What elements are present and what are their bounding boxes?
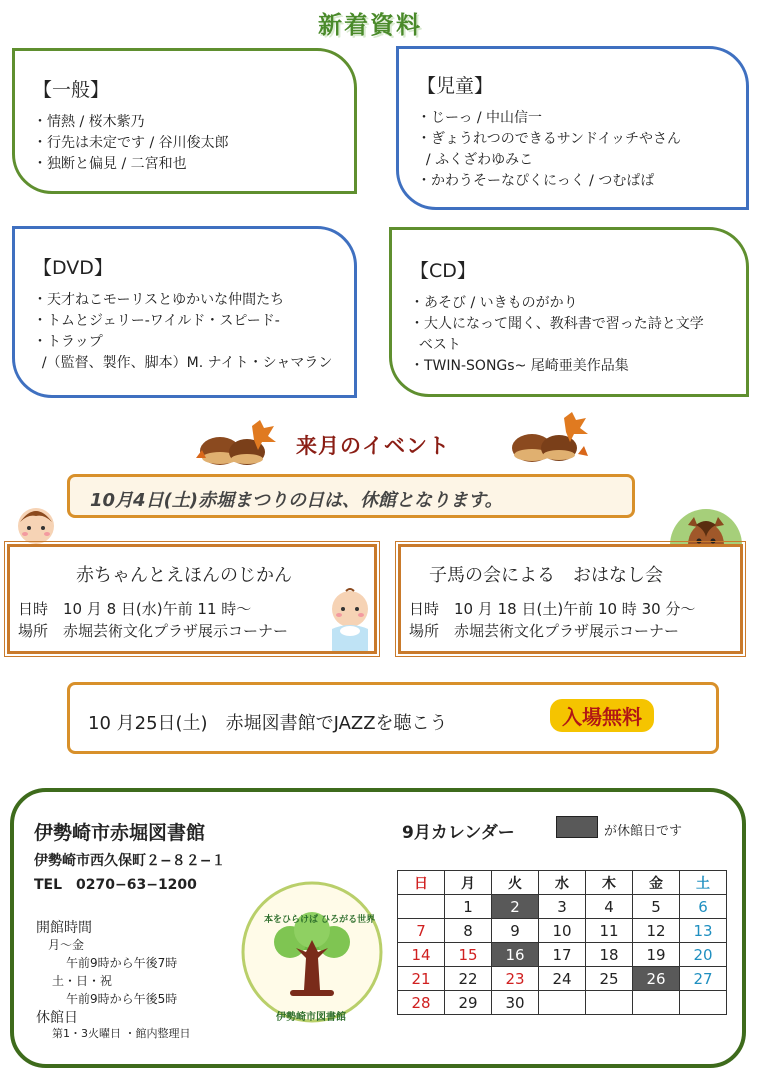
- box-title: 【一般】: [33, 79, 110, 101]
- box-dvd: [12, 226, 357, 398]
- calendar-day: 6: [680, 895, 727, 919]
- calendar-day: 3: [539, 895, 586, 919]
- free-admission-badge: 入場無料: [550, 699, 654, 732]
- calendar-day: 10: [539, 919, 586, 943]
- library-logo-name: 伊勢崎市図書館: [276, 1012, 346, 1023]
- weekend-label: 土・日・祝: [52, 974, 113, 988]
- weekday-tue: 火: [492, 871, 539, 895]
- closed-legend-text: が休館日です: [604, 824, 683, 839]
- box-title: 【児童】: [417, 75, 494, 97]
- calendar-day: [398, 895, 445, 919]
- list-item: ・かわうそーなぴくにっく / つむぱぱ: [417, 173, 655, 189]
- list-item: ・天才ねこモーリスとゆかいな仲間たち: [33, 292, 285, 308]
- hours-label: 開館時間: [36, 920, 92, 936]
- chestnut-leaf-icon: [502, 412, 592, 464]
- calendar-day: [633, 991, 680, 1015]
- calendar-day: 27: [680, 967, 727, 991]
- weekday-header-row: [398, 871, 727, 895]
- library-info-panel: [10, 788, 746, 1068]
- list-item: ・TWIN-SONGs~ 尾崎亜美作品集: [410, 358, 629, 374]
- list-item: ・ぎょうれつのできるサンドイッチやさん: [417, 131, 682, 147]
- closed-legend-swatch: [556, 816, 598, 838]
- list-item: / ふくざわゆみこ: [417, 152, 534, 168]
- calendar-day: 16: [492, 943, 539, 967]
- calendar-title: 9月カレンダー: [402, 823, 515, 843]
- box-children: [396, 46, 749, 210]
- calendar-day: 19: [633, 943, 680, 967]
- closed-text: 第1・3火曜日 ・館内整理日: [52, 1027, 191, 1040]
- closed-label: 休館日: [36, 1010, 78, 1026]
- event-card-storytime: [7, 544, 377, 654]
- library-logo: [240, 880, 384, 1024]
- list-item: ・トムとジェリー-ワイルド・スピード-: [33, 313, 280, 329]
- list-item: /（監督、製作、脚本）M. ナイト・シャマラン: [33, 355, 333, 371]
- calendar-day: 8: [445, 919, 492, 943]
- calendar-week-row: [398, 991, 727, 1015]
- calendar-day: 24: [539, 967, 586, 991]
- list-item: ・トラップ: [33, 334, 103, 350]
- event-title: 赤ちゃんとえほんのじかん: [76, 565, 292, 586]
- calendar-day: 17: [539, 943, 586, 967]
- jazz-text: 10 月25日(土) 赤堀図書館でJAZZを聴こう: [88, 713, 448, 734]
- calendar-day: 4: [586, 895, 633, 919]
- box-general: [12, 48, 357, 194]
- chestnut-leaf-icon: [192, 418, 282, 468]
- calendar-day: 22: [445, 967, 492, 991]
- calendar-day: 9: [492, 919, 539, 943]
- calendar-day: 14: [398, 943, 445, 967]
- library-name: 伊勢崎市赤堀図書館: [34, 822, 206, 844]
- calendar-day: 26: [633, 967, 680, 991]
- calendar-day: 2: [492, 895, 539, 919]
- calendar-week-row: [398, 943, 727, 967]
- weekday-sat: 土: [680, 871, 727, 895]
- weekday-fri: 金: [633, 871, 680, 895]
- box-title: 【CD】: [410, 260, 476, 282]
- list-item: ベスト: [410, 337, 461, 353]
- list-item: ・行先は未定です / 谷川俊太郎: [33, 135, 229, 151]
- calendar-day: [539, 991, 586, 1015]
- calendar-day: 23: [492, 967, 539, 991]
- event-title: 子馬の会による おはなし会: [429, 565, 663, 586]
- calendar-day: 30: [492, 991, 539, 1015]
- calendar-day: 12: [633, 919, 680, 943]
- calendar-day: 20: [680, 943, 727, 967]
- library-address: 伊勢崎市西久保町２−８２−１: [34, 853, 226, 869]
- calendar-day: 1: [445, 895, 492, 919]
- event-date: 日時 10 月 8 日(水)午前 11 時～: [18, 600, 252, 618]
- event-place: 場所 赤堀芸術文化プラザ展示コーナー: [409, 622, 680, 640]
- calendar-day: [680, 991, 727, 1015]
- calendar-day: 25: [586, 967, 633, 991]
- list-item: ・情熱 / 桜木紫乃: [33, 114, 145, 130]
- closure-notice: [67, 474, 635, 518]
- calendar-table: [397, 870, 727, 1015]
- library-logo-arc-text: 本をひらけば ひろがる世界: [264, 915, 376, 925]
- list-item: ・あそび / いきものがかり: [410, 295, 578, 311]
- calendar-day: 18: [586, 943, 633, 967]
- weekday-thu: 木: [586, 871, 633, 895]
- box-cd: [389, 227, 749, 397]
- list-item: ・大人になって聞く、教科書で習った詩と文学: [410, 316, 704, 332]
- calendar-day: 21: [398, 967, 445, 991]
- calendar-day: 28: [398, 991, 445, 1015]
- section-title: 新着資料: [318, 11, 422, 39]
- list-item: ・じーっ / 中山信一: [417, 110, 543, 126]
- box-title: 【DVD】: [33, 257, 113, 279]
- calendar-body: [398, 895, 727, 1015]
- library-tel: TEL 0270−63−1200: [34, 877, 197, 893]
- weekday-sun: 日: [398, 871, 445, 895]
- calendar-day: 7: [398, 919, 445, 943]
- event-place: 場所 赤堀芸術文化プラザ展示コーナー: [18, 622, 289, 640]
- weekday-wed: 水: [539, 871, 586, 895]
- calendar-day: 15: [445, 943, 492, 967]
- calendar-day: 29: [445, 991, 492, 1015]
- events-title: 来月のイベント: [296, 434, 450, 458]
- calendar-week-row: [398, 919, 727, 943]
- calendar-day: 13: [680, 919, 727, 943]
- jazz-event: [67, 682, 719, 754]
- weekday-mon: 月: [445, 871, 492, 895]
- calendar-week-row: [398, 895, 727, 919]
- event-date: 日時 10 月 18 日(土)午前 10 時 30 分～: [409, 600, 696, 618]
- calendar-day: [586, 991, 633, 1015]
- calendar-day: 5: [633, 895, 680, 919]
- weekday-label: 月〜金: [48, 938, 85, 952]
- closure-notice-text: 10月4日(土)赤堀まつりの日は、休館となります。: [90, 490, 503, 511]
- calendar-day: 11: [586, 919, 633, 943]
- weekend-hours: 午前9時から午後5時: [66, 992, 178, 1006]
- list-item: ・独断と偏見 / 二宮和也: [33, 156, 187, 172]
- baby-boy-icon: [326, 585, 374, 653]
- weekday-hours: 午前9時から午後7時: [66, 956, 178, 970]
- calendar-week-row: [398, 967, 727, 991]
- event-card-storytelling: [398, 544, 743, 654]
